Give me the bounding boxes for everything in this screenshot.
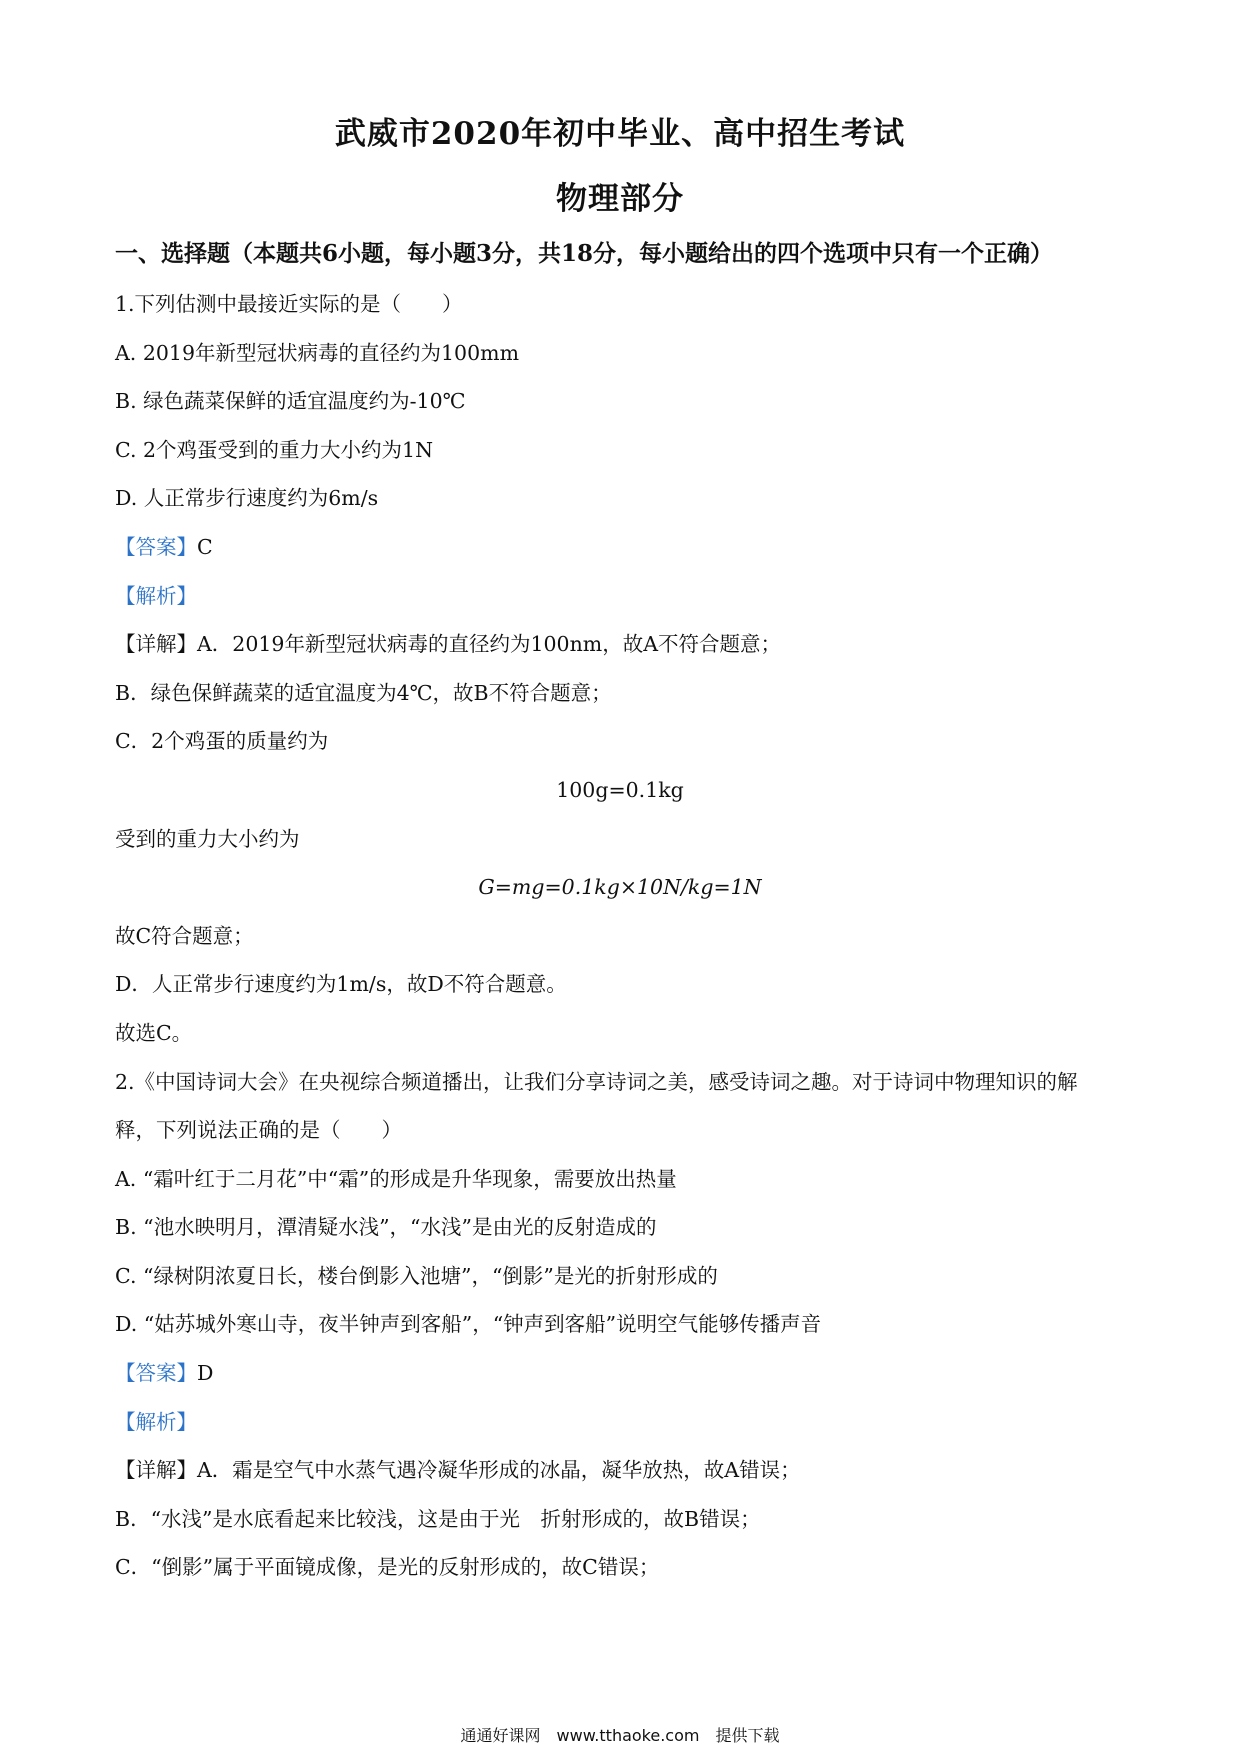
q2-detail-a xyxy=(115,1446,1125,1495)
q2-option-d: D. “姑苏城外寒山寺，夜半钟声到客船”，“钟声到客船”说明空气能够传播声音 xyxy=(115,1312,822,1337)
q1-detail-c3: 故C符合题意； xyxy=(115,923,254,948)
answer-tag: 【答案】 xyxy=(115,1361,197,1386)
page-subtitle: 物理部分 xyxy=(556,181,684,217)
q2-detail-c: C．“倒影”属于平面镜成像，是光的反射形成的，故C错误； xyxy=(115,1555,660,1580)
detail-tag: 【详解】 xyxy=(115,632,197,657)
q1-option-d: D. 人正常步行速度约为6m/s xyxy=(115,486,379,511)
q2-answer xyxy=(115,1349,1125,1398)
q1-conclusion: 故选C。 xyxy=(115,1020,193,1045)
q2-option-b: B. “池水映明月，潭清疑水浅”，“水浅”是由光的反射造成的 xyxy=(115,1215,657,1240)
page-footer[interactable] xyxy=(0,1723,1240,1746)
footer-text: 通通好课网 www.tthaoke.com 提供下载 xyxy=(460,1726,780,1745)
document-body xyxy=(115,280,1125,1592)
q1-option-b: B. 绿色蔬菜保鲜的适宜温度约为-10℃ xyxy=(115,389,466,414)
detail-text: A．霜是空气中水蒸气遇冷凝华形成的冰晶，凝华放热，故A错误； xyxy=(197,1458,801,1483)
q2-analysis-tag: 【解析】 xyxy=(115,1409,197,1434)
q1-option-a: A. 2019年新型冠状病毒的直径约为100mm xyxy=(115,340,520,365)
q1-detail-d: D．人正常步行速度约为1m/s，故D不符合题意。 xyxy=(115,972,567,997)
q2-option-c: C. “绿树阴浓夏日长，楼台倒影入池塘”，“倒影”是光的折射形成的 xyxy=(115,1263,718,1288)
page-title: 武威市2020年初中毕业、高中招生考试 xyxy=(334,116,906,152)
q2-detail-b: B．“水浅”是水底看起来比较浅，这是由于光 折射形成的，故B错误； xyxy=(115,1506,761,1531)
question-2-stem-line2: 释，下列说法正确的是（ ） xyxy=(115,1118,402,1143)
detail-text: A．2019年新型冠状病毒的直径约为100nm，故A不符合题意； xyxy=(197,632,782,657)
answer-value: D xyxy=(197,1361,214,1386)
q1-detail-c: C．2个鸡蛋的质量约为 xyxy=(115,729,329,754)
q1-option-c: C. 2个鸡蛋受到的重力大小约为1N xyxy=(115,437,434,462)
answer-value: C xyxy=(197,534,213,559)
q1-detail-a xyxy=(115,620,1125,669)
question-1-stem: 1.下列估测中最接近实际的是（ ） xyxy=(115,292,463,316)
q1-equation-1: 100g=0.1kg xyxy=(556,777,684,802)
q2-option-a: A. “霜叶红于二月花”中“霜”的形成是升华现象，需要放出热量 xyxy=(115,1166,677,1191)
detail-tag: 【详解】 xyxy=(115,1458,197,1483)
q1-detail-c2: 受到的重力大小约为 xyxy=(115,826,300,851)
section-heading: 一、选择题（本题共6小题，每小题3分，共18分，每小题给出的四个选项中只有一个正确） xyxy=(115,240,1054,267)
question-2-stem-line1: 2.《中国诗词大会》在央视综合频道播出，让我们分享诗词之美，感受诗词之趣。对于诗词中物理知识的解 xyxy=(115,1069,1078,1094)
answer-tag: 【答案】 xyxy=(115,534,197,559)
q1-answer xyxy=(115,523,1125,572)
q1-analysis-tag: 【解析】 xyxy=(115,583,197,608)
q1-equation-2: G=mg=0.1kg×10N/kg=1N xyxy=(478,875,762,900)
q1-detail-b: B．绿色保鲜蔬菜的适宜温度为4℃，故B不符合题意； xyxy=(115,680,612,705)
